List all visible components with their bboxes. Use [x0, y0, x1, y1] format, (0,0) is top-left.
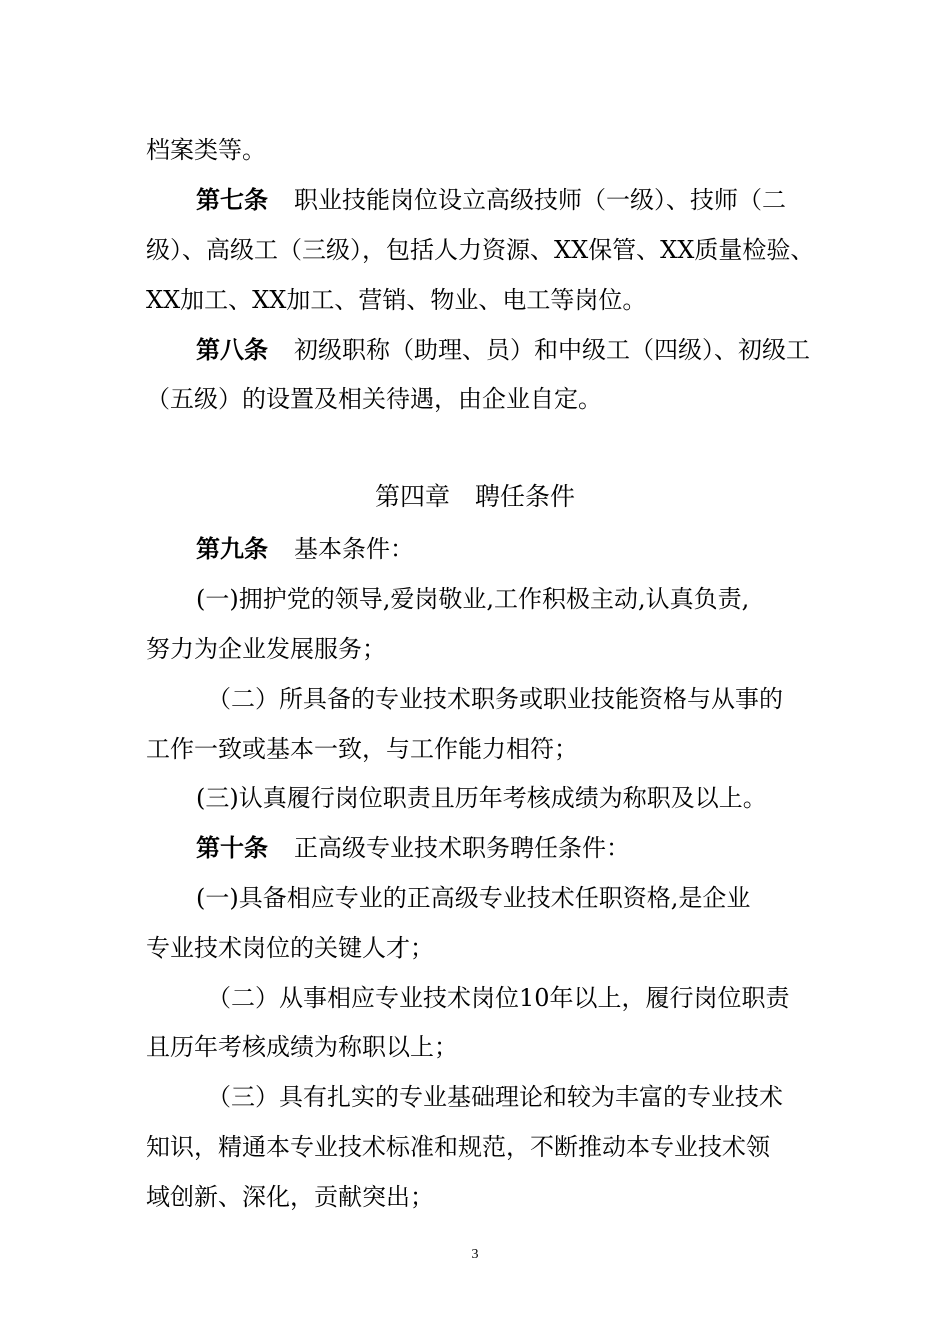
article-10-line: [196, 832, 806, 864]
text-line: 档案类等。: [146, 136, 266, 164]
chapter-title: 第四章 聘任条件: [374, 482, 575, 511]
text-line: 知识，精通本专业技术标准和规范，不断推动本专业技术领: [146, 1133, 770, 1161]
text-line: 职业技能岗位设立高级技师（一级）、技师（二: [294, 186, 786, 214]
article-8-line: [196, 334, 810, 366]
article-7-heading: 第七条: [196, 186, 268, 214]
article-9-line: [196, 533, 806, 565]
article-10-heading: 第十条: [196, 834, 268, 862]
text-line: 级）、高级工（三级），包括人力资源、XX保管、XX质量检验、: [146, 236, 815, 264]
text-line: 努力为企业发展服务；: [146, 635, 386, 663]
text-line: XX加工、XX加工、营销、物业、电工等岗位。: [146, 286, 647, 314]
text-line: 且历年考核成绩为称职以上；: [146, 1033, 458, 1061]
text-line: （五级）的设置及相关待遇，由企业自定。: [146, 385, 602, 413]
text-line: （二）从事相应专业技术岗位10年以上，履行岗位职责: [207, 984, 790, 1012]
text-line: 正高级专业技术职务聘任条件：: [294, 834, 630, 862]
text-line: 基本条件：: [294, 535, 414, 563]
page-number: 3: [471, 1247, 479, 1262]
text-line: (三)认真履行岗位职责且历年考核成绩为称职及以上。: [196, 784, 767, 812]
article-9-heading: 第九条: [196, 535, 268, 563]
text-line: 域创新、深化，贡献突出；: [146, 1183, 434, 1211]
text-line: 工作一致或基本一致，与工作能力相符；: [146, 735, 578, 763]
text-line: 专业技术岗位的关键人才；: [146, 934, 434, 962]
article-8-heading: 第八条: [196, 336, 268, 364]
text-line: （二）所具备的专业技术职务或职业技能资格与从事的: [207, 685, 783, 713]
text-line: (一)具备相应专业的正高级专业技术任职资格,是企业: [196, 884, 751, 912]
text-line: （三）具有扎实的专业基础理论和较为丰富的专业技术: [207, 1083, 783, 1111]
article-7-line: [196, 184, 806, 216]
text-line: 初级职称（助理、员）和中级工（四级）、初级工: [294, 336, 810, 364]
text-line: (一)拥护党的领导,爱岗敬业,工作积极主动,认真负责,: [196, 585, 750, 613]
